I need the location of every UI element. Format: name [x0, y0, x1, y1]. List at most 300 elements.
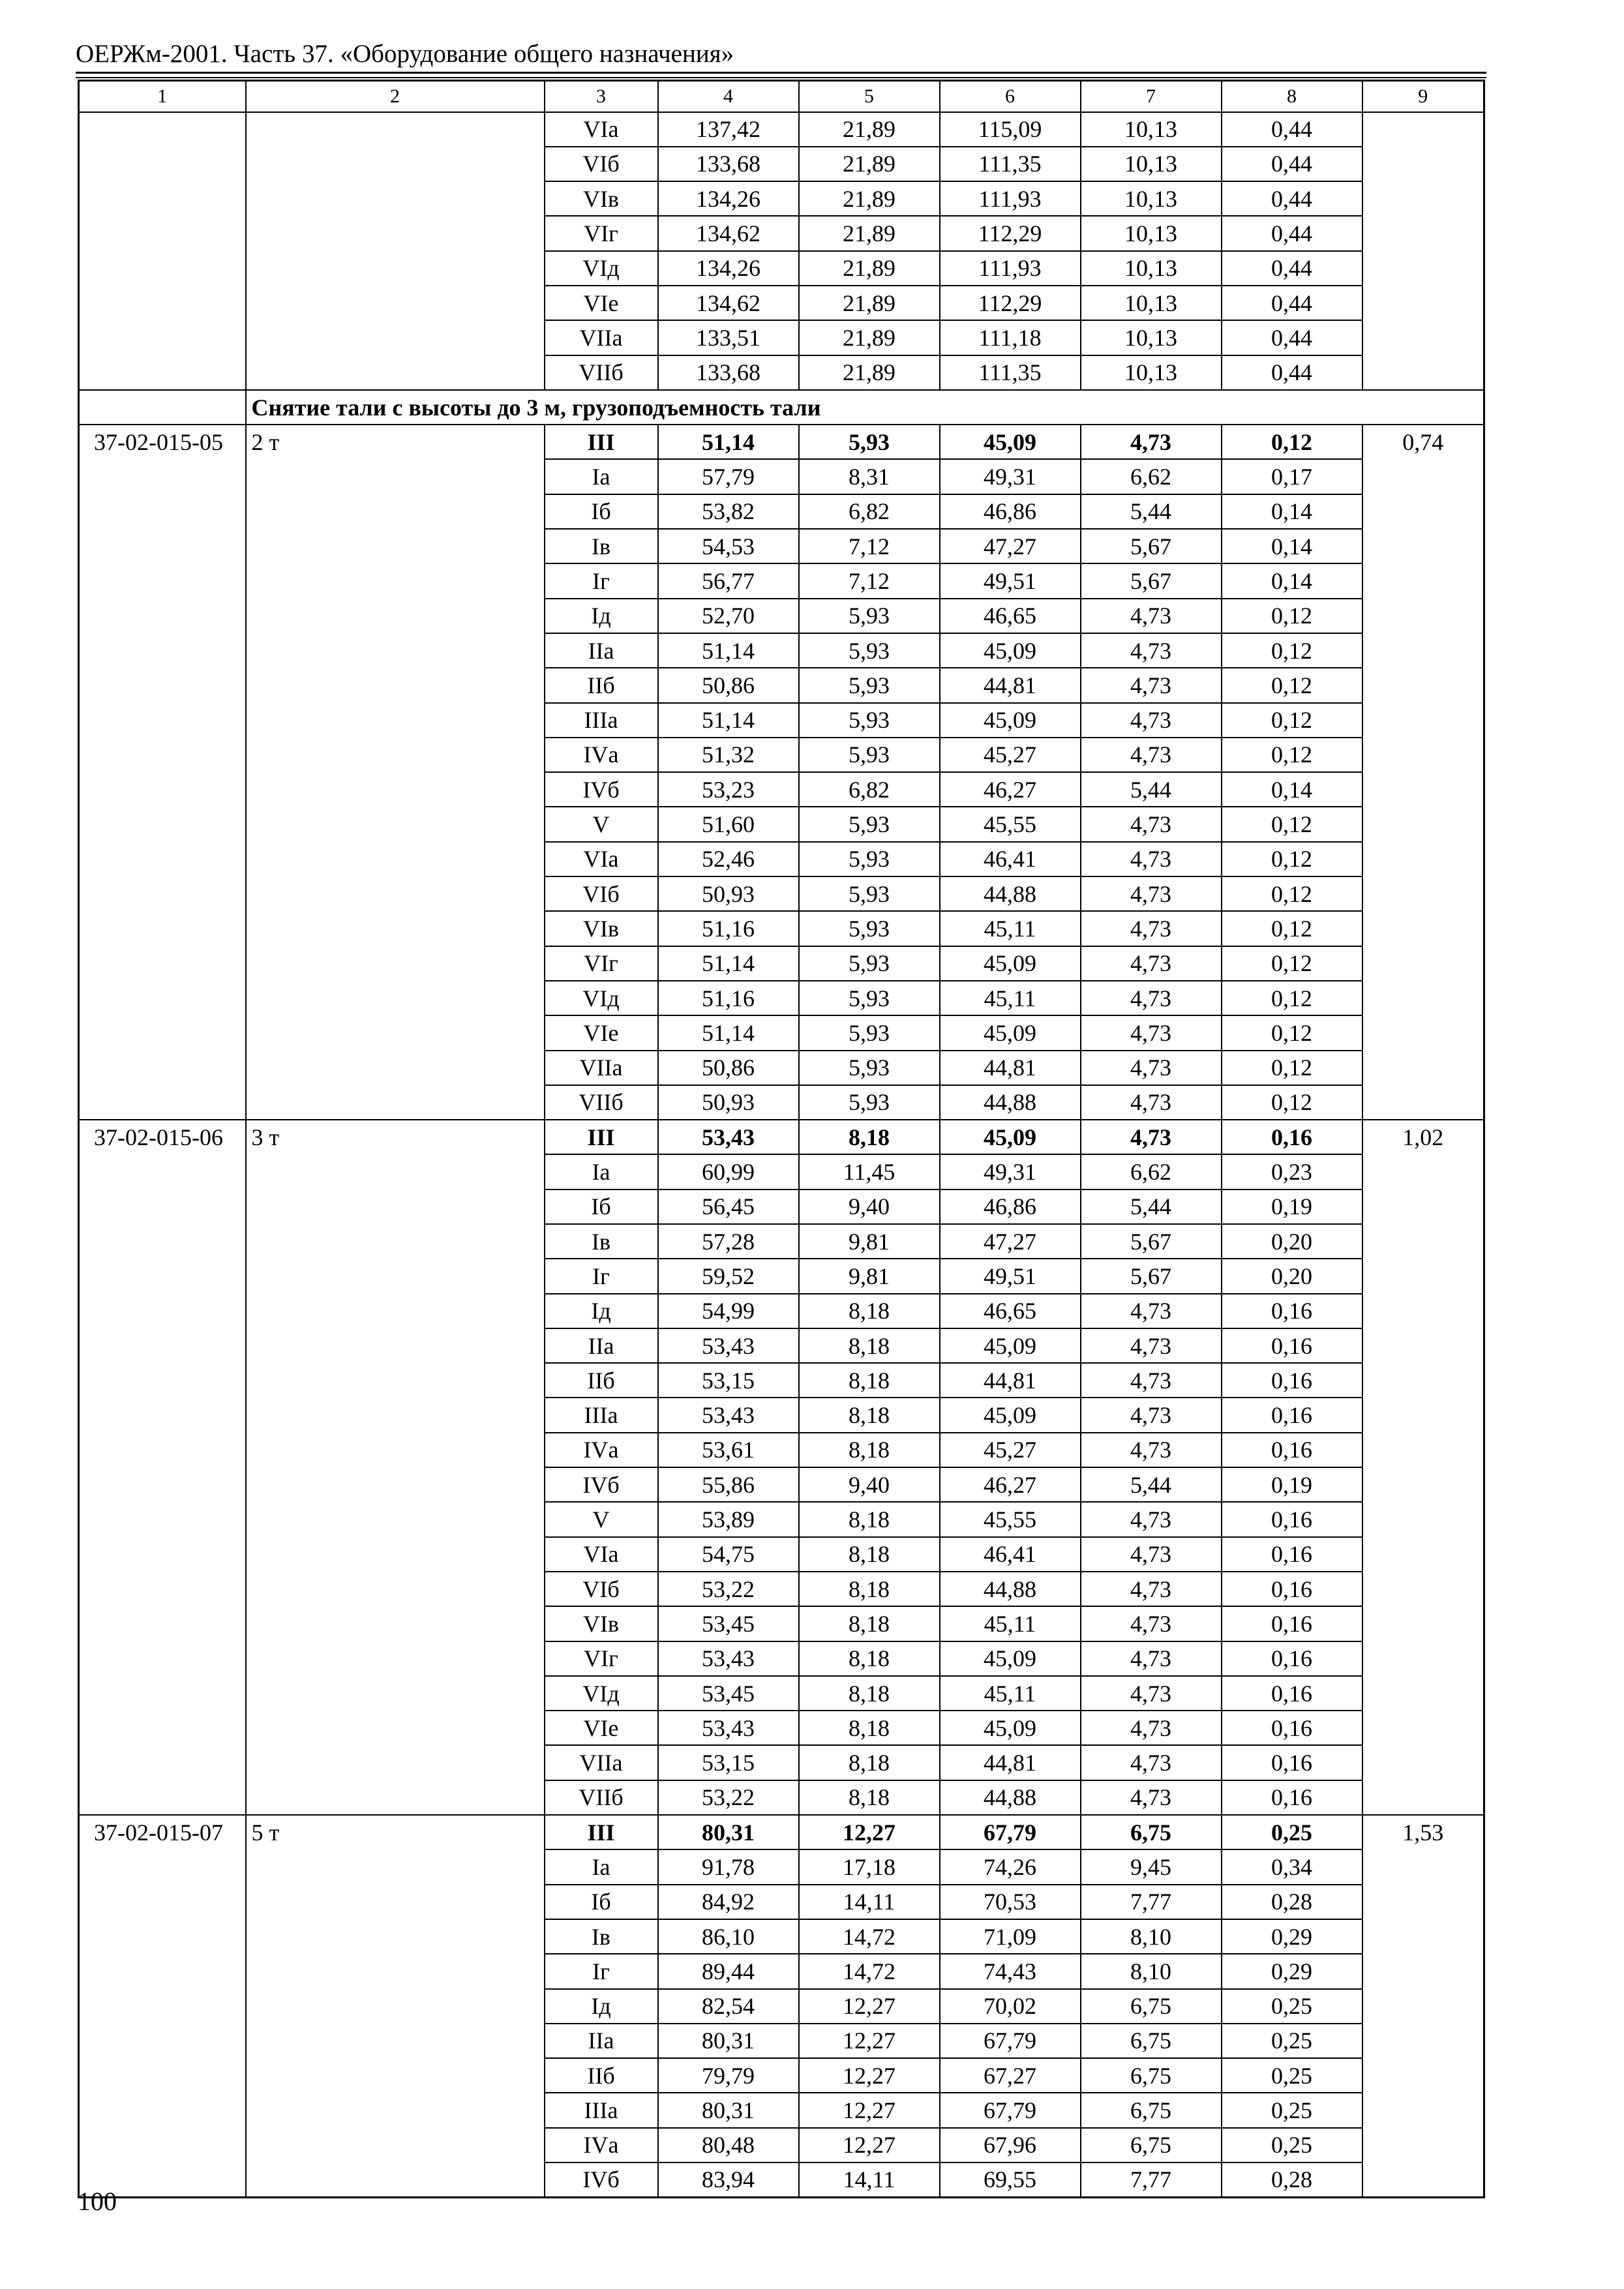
- value-cell: 0,44: [1222, 181, 1362, 216]
- zone-cell: VIг: [545, 216, 658, 250]
- value-cell: 44,88: [940, 876, 1081, 911]
- column-number: 7: [1081, 81, 1222, 112]
- value-cell: 0,23: [1222, 1154, 1362, 1189]
- zone-cell: III: [545, 1815, 658, 1849]
- zone-cell: VIб: [545, 1572, 658, 1606]
- page-number: 100: [78, 2187, 117, 2216]
- value-cell: 0,12: [1222, 1051, 1362, 1085]
- value-cell: 0,16: [1222, 1433, 1362, 1467]
- value-cell: 0,16: [1222, 1780, 1362, 1815]
- value-cell: 51,16: [658, 981, 799, 1015]
- value-cell: 0,16: [1222, 1328, 1362, 1363]
- value-cell: 5,93: [799, 738, 940, 772]
- value-cell: 4,73: [1081, 1433, 1222, 1467]
- value-cell: 0,44: [1222, 112, 1362, 147]
- table-row: [79, 425, 1484, 459]
- value-cell: 45,09: [940, 1711, 1081, 1745]
- value-cell: 0,17: [1222, 459, 1362, 494]
- value-cell: 71,09: [940, 1919, 1081, 1954]
- zone-cell: VIе: [545, 1711, 658, 1745]
- zone-cell: Iв: [545, 1224, 658, 1259]
- value-cell: 45,11: [940, 1676, 1081, 1711]
- value-cell: 80,31: [658, 2093, 799, 2127]
- value-cell: 4,73: [1081, 1328, 1222, 1363]
- value-cell: 84,92: [658, 1885, 799, 1919]
- zone-cell: Iб: [545, 1885, 658, 1919]
- value-cell: 111,18: [940, 320, 1081, 355]
- zone-cell: Iд: [545, 1294, 658, 1328]
- column-number: 6: [940, 81, 1081, 112]
- value-cell: 10,13: [1081, 216, 1222, 250]
- value-cell: 8,18: [799, 1780, 940, 1815]
- value-cell: 4,73: [1081, 668, 1222, 702]
- zone-cell: VIIб: [545, 1085, 658, 1120]
- value-cell: 21,89: [799, 216, 940, 250]
- value-cell: 69,55: [940, 2162, 1081, 2197]
- column-number: 5: [799, 81, 940, 112]
- value-cell: 0,12: [1222, 738, 1362, 772]
- value-cell: 8,31: [799, 459, 940, 494]
- zone-cell: Iа: [545, 459, 658, 494]
- value-cell: 5,93: [799, 1051, 940, 1085]
- value-cell: 50,93: [658, 1085, 799, 1120]
- value-cell: 0,12: [1222, 425, 1362, 459]
- zone-cell: VIIб: [545, 355, 658, 390]
- zone-cell: VIв: [545, 911, 658, 946]
- value-cell: 51,14: [658, 425, 799, 459]
- value-cell: 5,93: [799, 599, 940, 633]
- zone-cell: Iг: [545, 1259, 658, 1293]
- value-cell: 45,27: [940, 1433, 1081, 1467]
- value-cell: 4,73: [1081, 1294, 1222, 1328]
- value-cell: 8,18: [799, 1711, 940, 1745]
- value-cell: 5,67: [1081, 1259, 1222, 1293]
- value-cell: 7,77: [1081, 1885, 1222, 1919]
- value-cell: 5,44: [1081, 494, 1222, 529]
- value-cell: 53,89: [658, 1502, 799, 1536]
- value-cell: 5,93: [799, 807, 940, 841]
- value-cell: 45,09: [940, 946, 1081, 981]
- value-cell: 10,13: [1081, 355, 1222, 390]
- value-cell: 12,27: [799, 2058, 940, 2093]
- value-cell: 45,09: [940, 1641, 1081, 1676]
- table-row: [79, 112, 1484, 147]
- zone-cell: IVб: [545, 772, 658, 807]
- value-cell: 54,53: [658, 529, 799, 563]
- value-cell: 10,13: [1081, 181, 1222, 216]
- value-cell: 4,73: [1081, 946, 1222, 981]
- value-cell: 0,16: [1222, 1294, 1362, 1328]
- zone-cell: Iб: [545, 494, 658, 529]
- value-cell: 6,62: [1081, 1154, 1222, 1189]
- value-cell: 12,27: [799, 2093, 940, 2127]
- value-cell: 5,93: [799, 1085, 940, 1120]
- value-cell: 4,73: [1081, 911, 1222, 946]
- value-cell: 9,45: [1081, 1849, 1222, 1884]
- value-cell: 50,86: [658, 1051, 799, 1085]
- value-cell: 0,12: [1222, 668, 1362, 702]
- value-cell: 45,09: [940, 1015, 1081, 1050]
- zone-cell: IIIа: [545, 703, 658, 738]
- value-cell: 0,29: [1222, 1954, 1362, 1988]
- value-cell: 82,54: [658, 1989, 799, 2024]
- zone-cell: VIа: [545, 1537, 658, 1572]
- value-cell: 70,02: [940, 1989, 1081, 2024]
- zone-cell: IVб: [545, 2162, 658, 2197]
- value-cell: 45,09: [940, 1328, 1081, 1363]
- value-cell: 0,34: [1222, 1849, 1362, 1884]
- value-cell: 44,81: [940, 1745, 1081, 1780]
- value-cell: 54,75: [658, 1537, 799, 1572]
- value-cell: 12,27: [799, 1815, 940, 1849]
- zone-cell: VIб: [545, 876, 658, 911]
- value-cell: 5,44: [1081, 1467, 1222, 1502]
- value-cell: 8,18: [799, 1676, 940, 1711]
- value-cell: 0,12: [1222, 981, 1362, 1015]
- value-cell: 57,28: [658, 1224, 799, 1259]
- value-cell: 57,79: [658, 459, 799, 494]
- value-cell: 0,12: [1222, 599, 1362, 633]
- value-cell: 8,10: [1081, 1954, 1222, 1988]
- zone-cell: IIа: [545, 2024, 658, 2058]
- value-cell: 0,12: [1222, 876, 1362, 911]
- value-cell: 46,41: [940, 842, 1081, 876]
- value-cell: 0,12: [1222, 703, 1362, 738]
- value-cell: 14,72: [799, 1919, 940, 1954]
- value-cell: 45,55: [940, 1502, 1081, 1536]
- zone-cell: VIIа: [545, 320, 658, 355]
- zone-cell: VIIа: [545, 1745, 658, 1780]
- value-cell: 8,18: [799, 1745, 940, 1780]
- value-cell: 21,89: [799, 251, 940, 286]
- value-cell: 0,16: [1222, 1641, 1362, 1676]
- zone-cell: Iа: [545, 1849, 658, 1884]
- column-number-row: [79, 81, 1484, 112]
- value-cell: 0,12: [1222, 946, 1362, 981]
- value-cell: 4,73: [1081, 1676, 1222, 1711]
- value-cell: 0,12: [1222, 807, 1362, 841]
- value-cell: 134,62: [658, 216, 799, 250]
- value-cell: 14,11: [799, 2162, 940, 2197]
- zone-cell: Iа: [545, 1154, 658, 1189]
- value-cell: 45,09: [940, 633, 1081, 668]
- value-cell: 5,67: [1081, 1224, 1222, 1259]
- extra-cell: 0,74: [1362, 425, 1484, 1120]
- value-cell: 53,43: [658, 1120, 799, 1154]
- value-cell: 51,14: [658, 633, 799, 668]
- value-cell: 60,99: [658, 1154, 799, 1189]
- value-cell: 8,18: [799, 1572, 940, 1606]
- value-cell: 7,12: [799, 529, 940, 563]
- value-cell: 0,29: [1222, 1919, 1362, 1954]
- value-cell: 6,75: [1081, 2024, 1222, 2058]
- header-rule-inner: [76, 77, 1486, 78]
- name-cell: 3 т: [246, 1120, 545, 1815]
- value-cell: 10,13: [1081, 112, 1222, 147]
- value-cell: 67,27: [940, 2058, 1081, 2093]
- value-cell: 44,81: [940, 1363, 1081, 1398]
- zone-cell: VIIб: [545, 1780, 658, 1815]
- column-number: 3: [545, 81, 658, 112]
- zone-cell: IIIа: [545, 2093, 658, 2127]
- column-number: 8: [1222, 81, 1362, 112]
- value-cell: 83,94: [658, 2162, 799, 2197]
- value-cell: 8,18: [799, 1641, 940, 1676]
- code-cell: 37-02-015-07: [79, 1815, 246, 2197]
- value-cell: 5,93: [799, 946, 940, 981]
- zone-cell: Iб: [545, 1189, 658, 1224]
- value-cell: 5,67: [1081, 529, 1222, 563]
- value-cell: 0,44: [1222, 286, 1362, 320]
- value-cell: 51,14: [658, 1015, 799, 1050]
- value-cell: 21,89: [799, 112, 940, 147]
- value-cell: 11,45: [799, 1154, 940, 1189]
- value-cell: 10,13: [1081, 286, 1222, 320]
- value-cell: 0,12: [1222, 1015, 1362, 1050]
- value-cell: 133,51: [658, 320, 799, 355]
- value-cell: 0,20: [1222, 1224, 1362, 1259]
- value-cell: 53,43: [658, 1711, 799, 1745]
- value-cell: 53,45: [658, 1606, 799, 1641]
- value-cell: 8,18: [799, 1606, 940, 1641]
- value-cell: 45,11: [940, 1606, 1081, 1641]
- zone-cell: IVа: [545, 1433, 658, 1467]
- value-cell: 45,09: [940, 425, 1081, 459]
- value-cell: 4,73: [1081, 876, 1222, 911]
- value-cell: 53,15: [658, 1745, 799, 1780]
- value-cell: 52,46: [658, 842, 799, 876]
- value-cell: 0,16: [1222, 1676, 1362, 1711]
- value-cell: 5,93: [799, 633, 940, 668]
- value-cell: 6,75: [1081, 2128, 1222, 2162]
- value-cell: 51,16: [658, 911, 799, 946]
- zone-cell: Iв: [545, 529, 658, 563]
- value-cell: 55,86: [658, 1467, 799, 1502]
- zone-cell: III: [545, 1120, 658, 1154]
- value-cell: 8,10: [1081, 1919, 1222, 1954]
- value-cell: 8,18: [799, 1433, 940, 1467]
- value-cell: 8,18: [799, 1120, 940, 1154]
- zone-cell: VIе: [545, 1015, 658, 1050]
- value-cell: 4,73: [1081, 1711, 1222, 1745]
- section-spacer-cell: [79, 390, 246, 425]
- value-cell: 89,44: [658, 1954, 799, 1988]
- value-cell: 0,12: [1222, 911, 1362, 946]
- value-cell: 53,45: [658, 1676, 799, 1711]
- zone-cell: IIб: [545, 2058, 658, 2093]
- value-cell: 46,86: [940, 494, 1081, 529]
- value-cell: 0,16: [1222, 1502, 1362, 1536]
- value-cell: 53,61: [658, 1433, 799, 1467]
- value-cell: 21,89: [799, 147, 940, 181]
- value-cell: 133,68: [658, 147, 799, 181]
- value-cell: 80,48: [658, 2128, 799, 2162]
- value-cell: 52,70: [658, 599, 799, 633]
- value-cell: 51,60: [658, 807, 799, 841]
- zone-cell: Iв: [545, 1919, 658, 1954]
- value-cell: 111,93: [940, 181, 1081, 216]
- value-cell: 4,73: [1081, 842, 1222, 876]
- value-cell: 8,18: [799, 1398, 940, 1432]
- value-cell: 47,27: [940, 529, 1081, 563]
- zone-cell: VIIа: [545, 1051, 658, 1085]
- value-cell: 21,89: [799, 181, 940, 216]
- value-cell: 0,12: [1222, 1085, 1362, 1120]
- value-cell: 45,09: [940, 703, 1081, 738]
- value-cell: 5,93: [799, 668, 940, 702]
- zone-cell: VIа: [545, 112, 658, 147]
- zone-cell: VIа: [545, 842, 658, 876]
- value-cell: 4,73: [1081, 1120, 1222, 1154]
- value-cell: 46,86: [940, 1189, 1081, 1224]
- value-cell: 0,19: [1222, 1189, 1362, 1224]
- value-cell: 12,27: [799, 2024, 940, 2058]
- value-cell: 0,12: [1222, 633, 1362, 668]
- value-cell: 53,43: [658, 1328, 799, 1363]
- code-cell: [79, 112, 246, 390]
- value-cell: 0,16: [1222, 1606, 1362, 1641]
- code-cell: 37-02-015-05: [79, 425, 246, 1120]
- value-cell: 0,19: [1222, 1467, 1362, 1502]
- value-cell: 0,44: [1222, 320, 1362, 355]
- value-cell: 0,28: [1222, 1885, 1362, 1919]
- table-row: [79, 1120, 1484, 1154]
- value-cell: 6,75: [1081, 2093, 1222, 2127]
- value-cell: 0,16: [1222, 1363, 1362, 1398]
- norms-table: [78, 80, 1485, 2198]
- value-cell: 4,73: [1081, 1606, 1222, 1641]
- value-cell: 45,11: [940, 911, 1081, 946]
- value-cell: 54,99: [658, 1294, 799, 1328]
- zone-cell: III: [545, 425, 658, 459]
- value-cell: 45,11: [940, 981, 1081, 1015]
- value-cell: 6,75: [1081, 2058, 1222, 2093]
- column-number: 2: [246, 81, 545, 112]
- value-cell: 86,10: [658, 1919, 799, 1954]
- value-cell: 74,43: [940, 1954, 1081, 1988]
- value-cell: 14,11: [799, 1885, 940, 1919]
- value-cell: 4,73: [1081, 1502, 1222, 1536]
- value-cell: 70,53: [940, 1885, 1081, 1919]
- zone-cell: IIб: [545, 1363, 658, 1398]
- value-cell: 67,79: [940, 2093, 1081, 2127]
- value-cell: 9,40: [799, 1189, 940, 1224]
- value-cell: 44,81: [940, 1051, 1081, 1085]
- value-cell: 51,14: [658, 946, 799, 981]
- table-body: [79, 81, 1484, 2198]
- zone-cell: Iд: [545, 1989, 658, 2024]
- value-cell: 91,78: [658, 1849, 799, 1884]
- table-row: [79, 1815, 1484, 1849]
- value-cell: 53,43: [658, 1641, 799, 1676]
- zone-cell: Iг: [545, 563, 658, 598]
- value-cell: 50,86: [658, 668, 799, 702]
- extra-cell: 1,53: [1362, 1815, 1484, 2197]
- value-cell: 0,20: [1222, 1259, 1362, 1293]
- value-cell: 44,81: [940, 668, 1081, 702]
- zone-cell: VIб: [545, 147, 658, 181]
- value-cell: 134,26: [658, 251, 799, 286]
- value-cell: 46,65: [940, 599, 1081, 633]
- value-cell: 67,96: [940, 2128, 1081, 2162]
- value-cell: 6,62: [1081, 459, 1222, 494]
- value-cell: 44,88: [940, 1780, 1081, 1815]
- value-cell: 0,14: [1222, 772, 1362, 807]
- value-cell: 5,93: [799, 876, 940, 911]
- value-cell: 5,93: [799, 842, 940, 876]
- value-cell: 6,82: [799, 494, 940, 529]
- zone-cell: IVб: [545, 1467, 658, 1502]
- value-cell: 67,79: [940, 2024, 1081, 2058]
- zone-cell: VIв: [545, 1606, 658, 1641]
- value-cell: 53,23: [658, 772, 799, 807]
- value-cell: 53,22: [658, 1572, 799, 1606]
- zone-cell: IVа: [545, 738, 658, 772]
- value-cell: 4,73: [1081, 738, 1222, 772]
- value-cell: 0,16: [1222, 1711, 1362, 1745]
- value-cell: 112,29: [940, 216, 1081, 250]
- value-cell: 134,62: [658, 286, 799, 320]
- value-cell: 49,31: [940, 1154, 1081, 1189]
- value-cell: 0,25: [1222, 2093, 1362, 2127]
- section-row: [79, 390, 1484, 425]
- header-rule: [76, 72, 1486, 74]
- value-cell: 53,43: [658, 1398, 799, 1432]
- value-cell: 111,93: [940, 251, 1081, 286]
- value-cell: 8,18: [799, 1537, 940, 1572]
- value-cell: 133,68: [658, 355, 799, 390]
- zone-cell: VIв: [545, 181, 658, 216]
- value-cell: 0,16: [1222, 1537, 1362, 1572]
- value-cell: 0,28: [1222, 2162, 1362, 2197]
- value-cell: 0,14: [1222, 529, 1362, 563]
- code-cell: 37-02-015-06: [79, 1120, 246, 1815]
- value-cell: 9,40: [799, 1467, 940, 1502]
- zone-cell: VIд: [545, 981, 658, 1015]
- value-cell: 4,73: [1081, 425, 1222, 459]
- value-cell: 0,16: [1222, 1398, 1362, 1432]
- zone-cell: IIа: [545, 1328, 658, 1363]
- value-cell: 7,12: [799, 563, 940, 598]
- zone-cell: VIд: [545, 251, 658, 286]
- value-cell: 4,73: [1081, 703, 1222, 738]
- name-cell: 5 т: [246, 1815, 545, 2197]
- value-cell: 0,14: [1222, 494, 1362, 529]
- value-cell: 0,16: [1222, 1120, 1362, 1154]
- value-cell: 112,29: [940, 286, 1081, 320]
- value-cell: 5,44: [1081, 772, 1222, 807]
- name-cell: [246, 112, 545, 390]
- value-cell: 45,55: [940, 807, 1081, 841]
- page-header-title: ОЕРЖм-2001. Часть 37. «Оборудование общего назначения»: [76, 40, 734, 68]
- value-cell: 137,42: [658, 112, 799, 147]
- value-cell: 45,27: [940, 738, 1081, 772]
- value-cell: 5,67: [1081, 563, 1222, 598]
- value-cell: 0,25: [1222, 1815, 1362, 1849]
- zone-cell: Iг: [545, 1954, 658, 1988]
- value-cell: 0,16: [1222, 1572, 1362, 1606]
- value-cell: 4,73: [1081, 633, 1222, 668]
- value-cell: 5,44: [1081, 1189, 1222, 1224]
- value-cell: 14,72: [799, 1954, 940, 1988]
- value-cell: 8,18: [799, 1363, 940, 1398]
- value-cell: 0,44: [1222, 355, 1362, 390]
- value-cell: 21,89: [799, 286, 940, 320]
- value-cell: 59,52: [658, 1259, 799, 1293]
- zone-cell: V: [545, 807, 658, 841]
- value-cell: 10,13: [1081, 147, 1222, 181]
- zone-cell: IIIа: [545, 1398, 658, 1432]
